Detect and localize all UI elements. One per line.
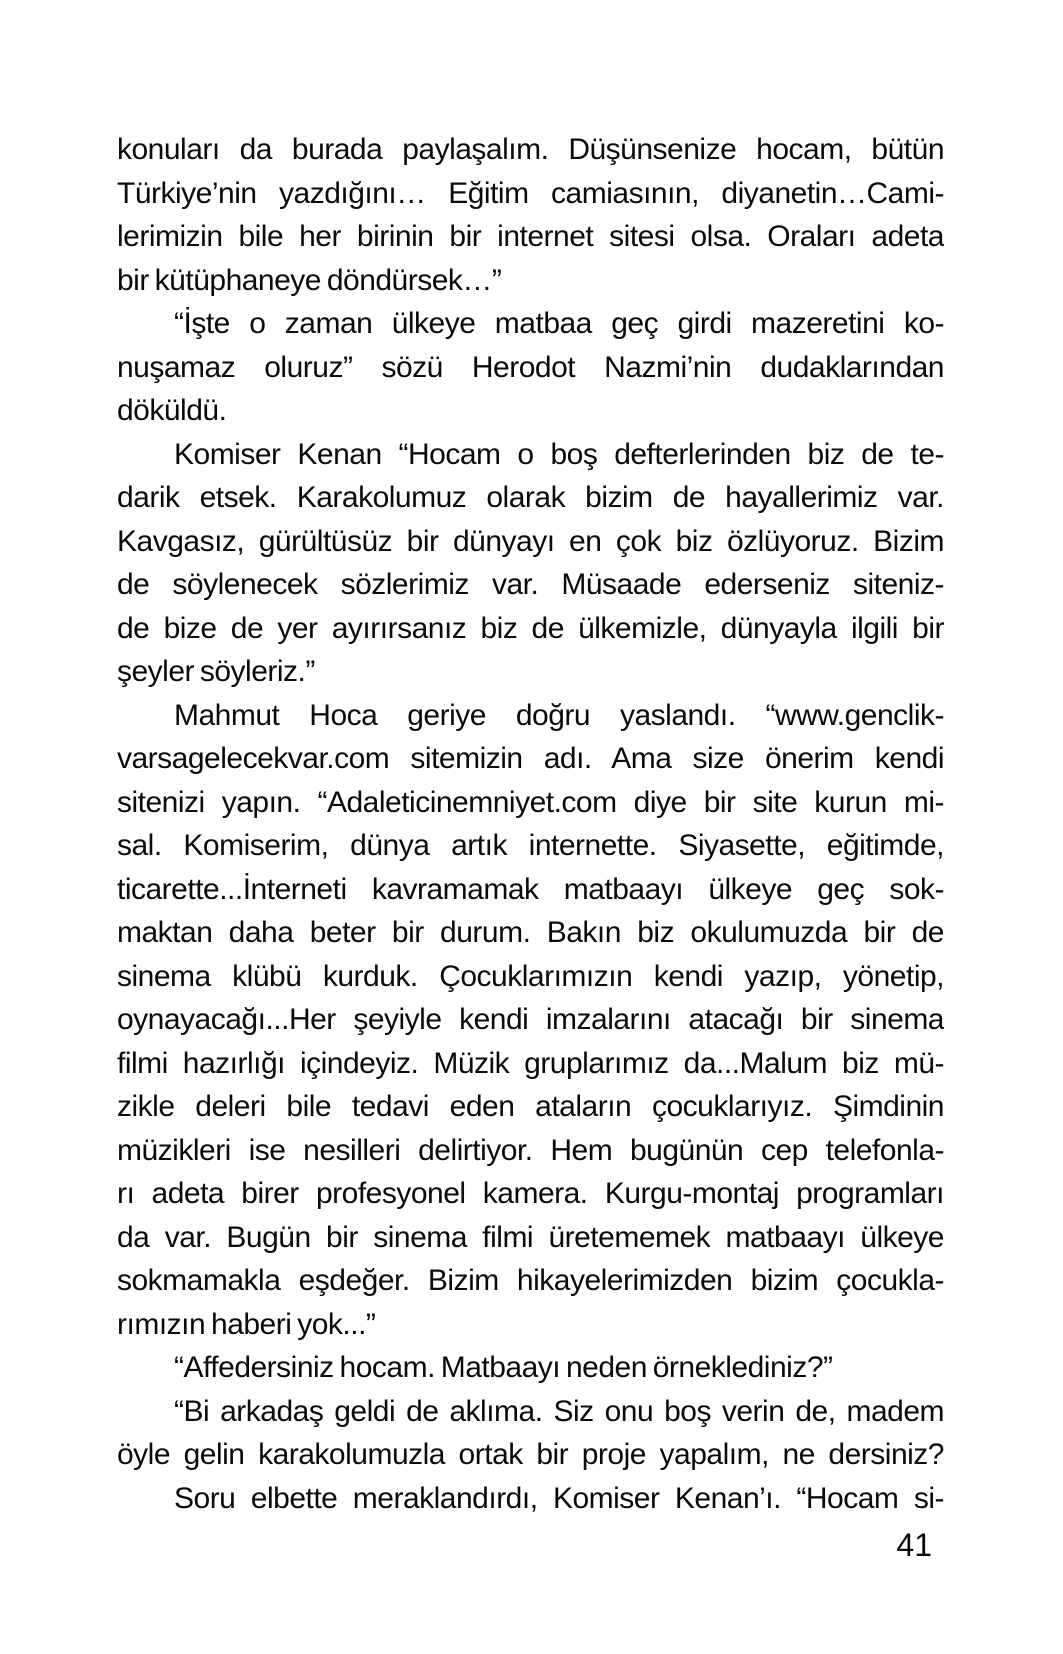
- text-block: [117, 128, 944, 1520]
- text-line: zikle deleri bile tedavi eden ataların çocuklarıyız. Şimdinin: [117, 1090, 944, 1123]
- text-line: rımızın haberi yok...”: [117, 1307, 376, 1341]
- text-line: öyle gelin karakolumuzla ortak bir proje yapalım, ne dersiniz?: [117, 1438, 944, 1471]
- text-line: lerimizin bile her birinin bir internet sitesi olsa. Oraları adeta: [117, 220, 944, 253]
- text-line: “Bi arkadaş geldi de aklıma. Siz onu boş verin de, madem: [174, 1394, 944, 1428]
- text-line: Kavgasız, gürültüsüz bir dünyayı en çok biz özlüyoruz. Bizim: [117, 524, 944, 558]
- text-line: Komiser Kenan “Hocam o boş defterlerinden biz de te-: [174, 437, 944, 471]
- text-line: sokmamakla eşdeğer. Bizim hikayelerimizden bizim çocukla-: [117, 1264, 944, 1297]
- text-line: varsagelecekvar.com sitemizin adı. Ama size önerim kendi: [117, 742, 944, 775]
- text-line: “İşte o zaman ülkeye matbaa geç girdi mazeretini ko-: [174, 307, 944, 340]
- text-line: sitenizi yapın. “Adaleticinemniyet.com diye bir site kurun mi-: [117, 785, 944, 819]
- text-line: ticarette...İnterneti kavramamak matbaayı ülkeye geç sok-: [117, 872, 944, 906]
- text-line: de söylenecek sözlerimiz var. Müsaade ederseniz siteniz-: [117, 568, 944, 601]
- text-line: şeyler söyleriz.”: [117, 655, 315, 688]
- text-line: konuları da burada paylaşalım. Düşünsenize hocam, bütün: [117, 133, 944, 166]
- text-line: filmi hazırlığı içindeyiz. Müzik gruplarımız da...Malum biz mü-: [117, 1046, 944, 1080]
- text-line: “Affedersiniz hocam. Matbaayı neden örneklediniz?”: [174, 1351, 833, 1384]
- text-line: müzikleri ise nesilleri delirtiyor. Hem bugünün cep telefonla-: [117, 1133, 944, 1167]
- text-line: rı adeta birer profesyonel kamera. Kurgu-montaj programları: [117, 1177, 944, 1210]
- text-line: Mahmut Hoca geriye doğru yaslandı. “www.genclik-: [174, 698, 944, 732]
- text-line: Soru elbette meraklandırdı, Komiser Kenan’ı. “Hocam si-: [174, 1481, 944, 1515]
- page-number: 41: [896, 1527, 932, 1563]
- text-line: de bize de yer ayırırsanız biz de ülkemizle, dünyayla ilgili bir: [117, 611, 944, 645]
- text-line: Türkiye’nin yazdığını… Eğitim camiasının, diyanetin…Cami-: [117, 176, 944, 210]
- text-line: oynayacağı...Her şeyiyle kendi imzalarını atacağı bir sinema: [117, 1003, 944, 1036]
- text-line: sinema klübü kurduk. Çocuklarımızın kendi yazıp, yönetip,: [117, 959, 944, 993]
- text-line: sal. Komiserim, dünya artık internette. Siyasette, eğitimde,: [117, 829, 944, 862]
- text-line: bir kütüphaneye döndürsek…”: [117, 263, 502, 297]
- text-line: nuşamaz oluruz” sözü Herodot Nazmi’nin dudaklarından: [117, 350, 944, 384]
- text-line: maktan daha beter bir durum. Bakın biz okulumuzda bir de: [117, 916, 944, 949]
- text-line: da var. Bugün bir sinema filmi üretememek matbaayı ülkeye: [117, 1220, 944, 1254]
- text-line: darik etsek. Karakolumuz olarak bizim de hayallerimiz var.: [117, 481, 944, 514]
- text-line: döküldü.: [117, 394, 227, 427]
